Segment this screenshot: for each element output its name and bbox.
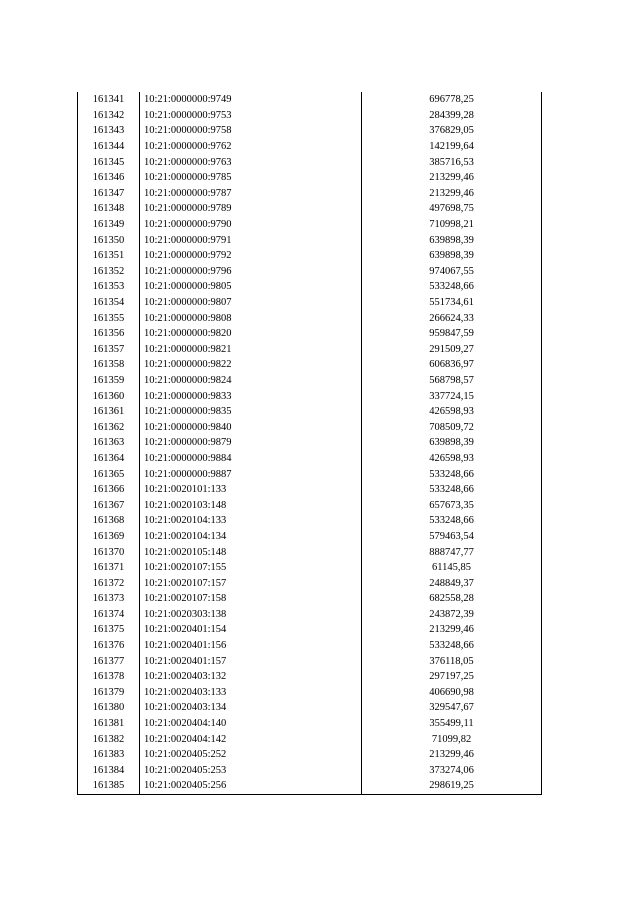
table-row [78,232,542,248]
table-row [78,248,542,264]
amount-cell: 406690,98 [362,685,542,701]
cadastral-number-cell: 10:21:0000000:9785 [140,170,362,186]
table-row [78,747,542,763]
cadastral-number-cell: 10:21:0000000:9792 [140,248,362,264]
table-row [78,653,542,669]
table-row [78,92,542,108]
amount-cell: 213299,46 [362,622,542,638]
amount-cell: 533248,66 [362,513,542,529]
row-id-cell: 161350 [78,232,140,248]
cadastral-number-cell: 10:21:0000000:9820 [140,326,362,342]
table-row [78,154,542,170]
row-id-cell: 161382 [78,731,140,747]
amount-cell: 639898,39 [362,232,542,248]
table-row [78,575,542,591]
amount-cell: 297197,25 [362,669,542,685]
table-row [78,513,542,529]
table-row [78,763,542,779]
row-id-cell: 161378 [78,669,140,685]
table-row [78,217,542,233]
amount-cell: 376829,05 [362,123,542,139]
table-row [78,497,542,513]
amount-cell: 213299,46 [362,170,542,186]
cadastral-number-cell: 10:21:0020403:132 [140,669,362,685]
row-id-cell: 161353 [78,279,140,295]
table-row [78,279,542,295]
cadastral-number-cell: 10:21:0020105:148 [140,544,362,560]
row-id-cell: 161371 [78,560,140,576]
row-id-cell: 161376 [78,638,140,654]
table-row [78,716,542,732]
amount-cell: 376118,05 [362,653,542,669]
cadastral-number-cell: 10:21:0020403:134 [140,700,362,716]
amount-cell: 568798,57 [362,373,542,389]
amount-cell: 142199,64 [362,139,542,155]
amount-cell: 426598,93 [362,404,542,420]
row-id-cell: 161367 [78,497,140,513]
cadastral-number-cell: 10:21:0020107:155 [140,560,362,576]
table-row [78,607,542,623]
row-id-cell: 161358 [78,357,140,373]
amount-cell: 533248,66 [362,638,542,654]
row-id-cell: 161385 [78,778,140,794]
cadastral-number-cell: 10:21:0020103:148 [140,497,362,513]
table-row [78,108,542,124]
cadastral-number-cell: 10:21:0000000:9749 [140,92,362,108]
amount-cell: 329547,67 [362,700,542,716]
cadastral-number-cell: 10:21:0020404:142 [140,731,362,747]
cadastral-number-cell: 10:21:0000000:9762 [140,139,362,155]
table-row [78,560,542,576]
cadastral-number-cell: 10:21:0000000:9835 [140,404,362,420]
amount-cell: 606836,97 [362,357,542,373]
data-table [77,92,542,795]
amount-cell: 213299,46 [362,747,542,763]
row-id-cell: 161374 [78,607,140,623]
amount-cell: 708509,72 [362,419,542,435]
table-row [78,373,542,389]
cadastral-number-cell: 10:21:0000000:9790 [140,217,362,233]
row-id-cell: 161365 [78,466,140,482]
cadastral-number-cell: 10:21:0000000:9789 [140,201,362,217]
row-id-cell: 161369 [78,529,140,545]
row-id-cell: 161357 [78,342,140,358]
cadastral-number-cell: 10:21:0000000:9879 [140,435,362,451]
amount-cell: 71099,82 [362,731,542,747]
cadastral-number-cell: 10:21:0000000:9796 [140,264,362,280]
table-row [78,466,542,482]
row-id-cell: 161381 [78,716,140,732]
amount-cell: 533248,66 [362,466,542,482]
cadastral-number-cell: 10:21:0020404:140 [140,716,362,732]
row-id-cell: 161355 [78,310,140,326]
cadastral-number-cell: 10:21:0000000:9787 [140,186,362,202]
table-row [78,638,542,654]
cadastral-number-cell: 10:21:0020101:133 [140,482,362,498]
table-row [78,591,542,607]
table-row [78,186,542,202]
cadastral-number-cell: 10:21:0000000:9884 [140,451,362,467]
cadastral-number-cell: 10:21:0000000:9758 [140,123,362,139]
amount-cell: 355499,11 [362,716,542,732]
amount-cell: 888747,77 [362,544,542,560]
table-row [78,435,542,451]
table-row [78,326,542,342]
table-row [78,529,542,545]
row-id-cell: 161362 [78,419,140,435]
row-id-cell: 161383 [78,747,140,763]
table-row [78,544,542,560]
cadastral-number-cell: 10:21:0020401:154 [140,622,362,638]
cadastral-number-cell: 10:21:0020405:253 [140,763,362,779]
table-row [78,264,542,280]
cadastral-number-cell: 10:21:0020107:158 [140,591,362,607]
cadastral-number-cell: 10:21:0000000:9791 [140,232,362,248]
table-row [78,123,542,139]
cadastral-number-cell: 10:21:0020107:157 [140,575,362,591]
amount-cell: 373274,06 [362,763,542,779]
cadastral-number-cell: 10:21:0000000:9805 [140,279,362,295]
amount-cell: 426598,93 [362,451,542,467]
row-id-cell: 161372 [78,575,140,591]
row-id-cell: 161354 [78,295,140,311]
row-id-cell: 161356 [78,326,140,342]
row-id-cell: 161377 [78,653,140,669]
cadastral-number-cell: 10:21:0000000:9833 [140,388,362,404]
amount-cell: 248849,37 [362,575,542,591]
cadastral-number-cell: 10:21:0020403:133 [140,685,362,701]
cadastral-number-cell: 10:21:0000000:9824 [140,373,362,389]
row-id-cell: 161349 [78,217,140,233]
row-id-cell: 161352 [78,264,140,280]
row-id-cell: 161361 [78,404,140,420]
cadastral-number-cell: 10:21:0020303:138 [140,607,362,623]
table-body [78,92,542,794]
row-id-cell: 161368 [78,513,140,529]
row-id-cell: 161370 [78,544,140,560]
row-id-cell: 161359 [78,373,140,389]
amount-cell: 639898,39 [362,435,542,451]
cadastral-number-cell: 10:21:0020104:134 [140,529,362,545]
amount-cell: 61145,85 [362,560,542,576]
row-id-cell: 161363 [78,435,140,451]
row-id-cell: 161364 [78,451,140,467]
table-row [78,419,542,435]
amount-cell: 657673,35 [362,497,542,513]
row-id-cell: 161373 [78,591,140,607]
cadastral-number-cell: 10:21:0020401:156 [140,638,362,654]
row-id-cell: 161341 [78,92,140,108]
row-id-cell: 161348 [78,201,140,217]
row-id-cell: 161342 [78,108,140,124]
amount-cell: 291509,27 [362,342,542,358]
cadastral-number-cell: 10:21:0020104:133 [140,513,362,529]
cadastral-number-cell: 10:21:0000000:9808 [140,310,362,326]
row-id-cell: 161346 [78,170,140,186]
row-id-cell: 161375 [78,622,140,638]
table-row [78,310,542,326]
amount-cell: 682558,28 [362,591,542,607]
amount-cell: 551734,61 [362,295,542,311]
cadastral-number-cell: 10:21:0000000:9753 [140,108,362,124]
cadastral-number-cell: 10:21:0000000:9821 [140,342,362,358]
amount-cell: 385716,53 [362,154,542,170]
table-row [78,669,542,685]
cadastral-number-cell: 10:21:0020405:252 [140,747,362,763]
row-id-cell: 161351 [78,248,140,264]
table-row [78,700,542,716]
cadastral-number-cell: 10:21:0000000:9807 [140,295,362,311]
table-row [78,139,542,155]
amount-cell: 533248,66 [362,279,542,295]
cadastral-number-cell: 10:21:0000000:9822 [140,357,362,373]
amount-cell: 710998,21 [362,217,542,233]
amount-cell: 974067,55 [362,264,542,280]
amount-cell: 639898,39 [362,248,542,264]
table-row [78,201,542,217]
amount-cell: 579463,54 [362,529,542,545]
table-row [78,388,542,404]
row-id-cell: 161384 [78,763,140,779]
table-row [78,451,542,467]
amount-cell: 213299,46 [362,186,542,202]
row-id-cell: 161380 [78,700,140,716]
amount-cell: 337724,15 [362,388,542,404]
amount-cell: 696778,25 [362,92,542,108]
cadastral-number-cell: 10:21:0000000:9840 [140,419,362,435]
amount-cell: 284399,28 [362,108,542,124]
table-row [78,685,542,701]
table-row [78,404,542,420]
cadastral-number-cell: 10:21:0000000:9887 [140,466,362,482]
row-id-cell: 161347 [78,186,140,202]
row-id-cell: 161366 [78,482,140,498]
table-row [78,731,542,747]
amount-cell: 533248,66 [362,482,542,498]
table-row [78,170,542,186]
row-id-cell: 161343 [78,123,140,139]
table-row [78,622,542,638]
cadastral-number-cell: 10:21:0000000:9763 [140,154,362,170]
table-row [78,778,542,794]
row-id-cell: 161360 [78,388,140,404]
table-row [78,342,542,358]
row-id-cell: 161344 [78,139,140,155]
table-row [78,295,542,311]
cadastral-number-cell: 10:21:0020405:256 [140,778,362,794]
row-id-cell: 161379 [78,685,140,701]
amount-cell: 497698,75 [362,201,542,217]
amount-cell: 298619,25 [362,778,542,794]
table-row [78,482,542,498]
table-row [78,357,542,373]
row-id-cell: 161345 [78,154,140,170]
amount-cell: 243872,39 [362,607,542,623]
amount-cell: 959847,59 [362,326,542,342]
cadastral-number-cell: 10:21:0020401:157 [140,653,362,669]
amount-cell: 266624,33 [362,310,542,326]
